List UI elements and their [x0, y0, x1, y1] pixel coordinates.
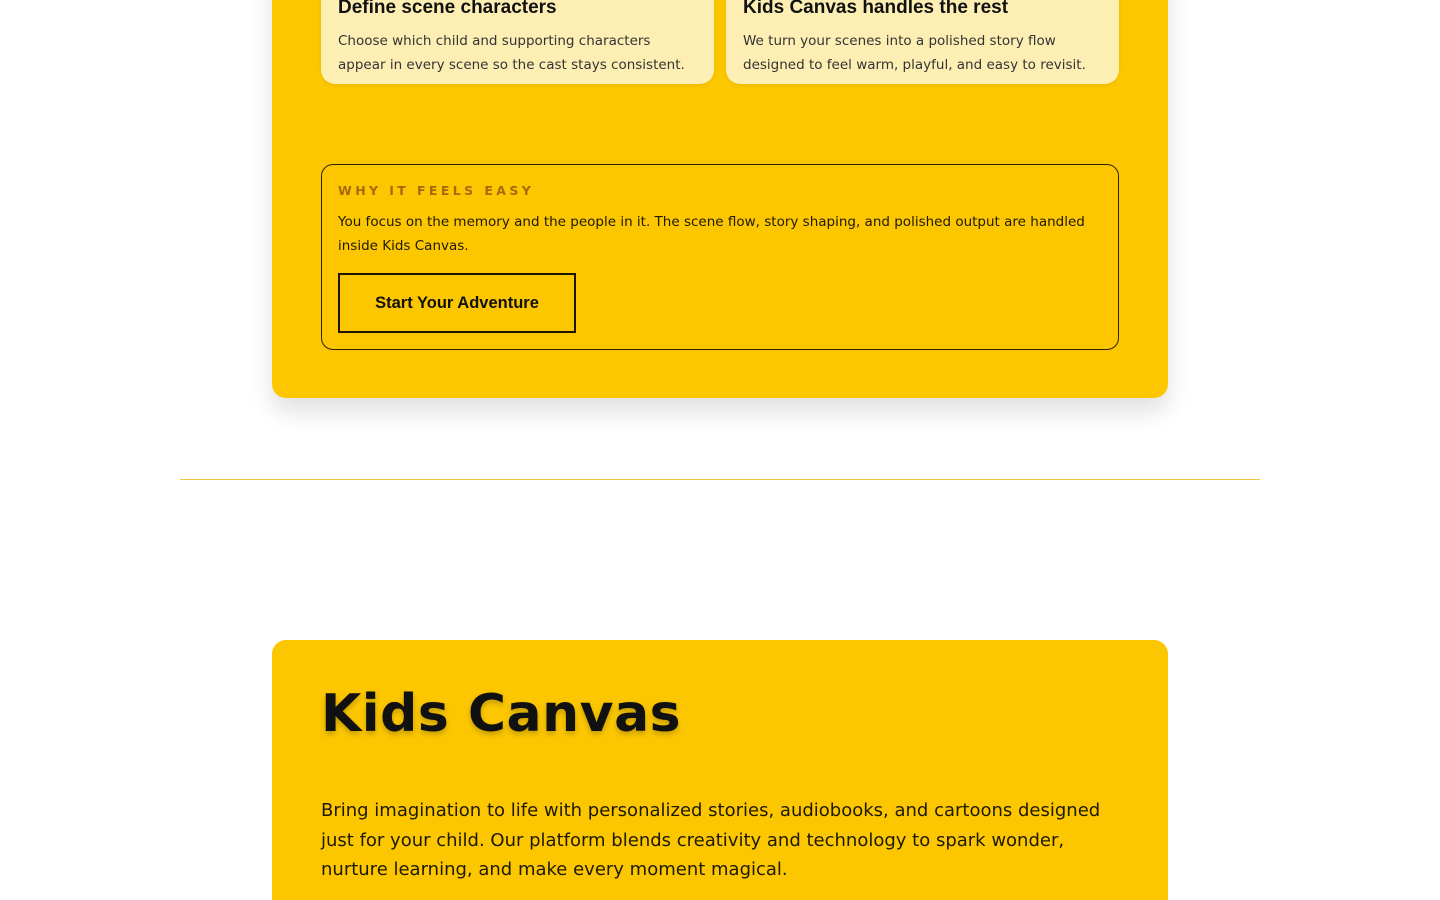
step-description: We turn your scenes into a polished story flow designed to feel warm, playful, and easy to revisit. [743, 33, 1086, 73]
step-card-04 [726, 0, 1119, 84]
start-your-adventure-button[interactable]: Start Your Adventure [338, 273, 576, 333]
brand-description: Bring imagination to life with personalized stories, audiobooks, and cartoons designed just for your child. Our platform blends creativity and technology to spark wonder, nurture learning, and make every moment magical. [321, 800, 1101, 880]
step-card-03 [321, 0, 714, 84]
step-title: Kids Canvas handles the rest [743, 0, 1009, 18]
brand-panel [272, 640, 1168, 900]
step-title: Define scene characters [338, 0, 557, 18]
section-divider [180, 479, 1260, 480]
why-eyebrow: WHY IT FEELS EASY [338, 183, 535, 198]
why-description: You focus on the memory and the people in it. The scene flow, story shaping, and polished output are handled inside Kids Canvas. [338, 214, 1085, 254]
how-it-works-panel [272, 0, 1168, 398]
step-description: Choose which child and supporting characters appear in every scene so the cast stays consistent. [338, 33, 685, 73]
why-it-feels-easy-box [321, 164, 1119, 350]
brand-title: Kids Canvas [321, 684, 682, 744]
